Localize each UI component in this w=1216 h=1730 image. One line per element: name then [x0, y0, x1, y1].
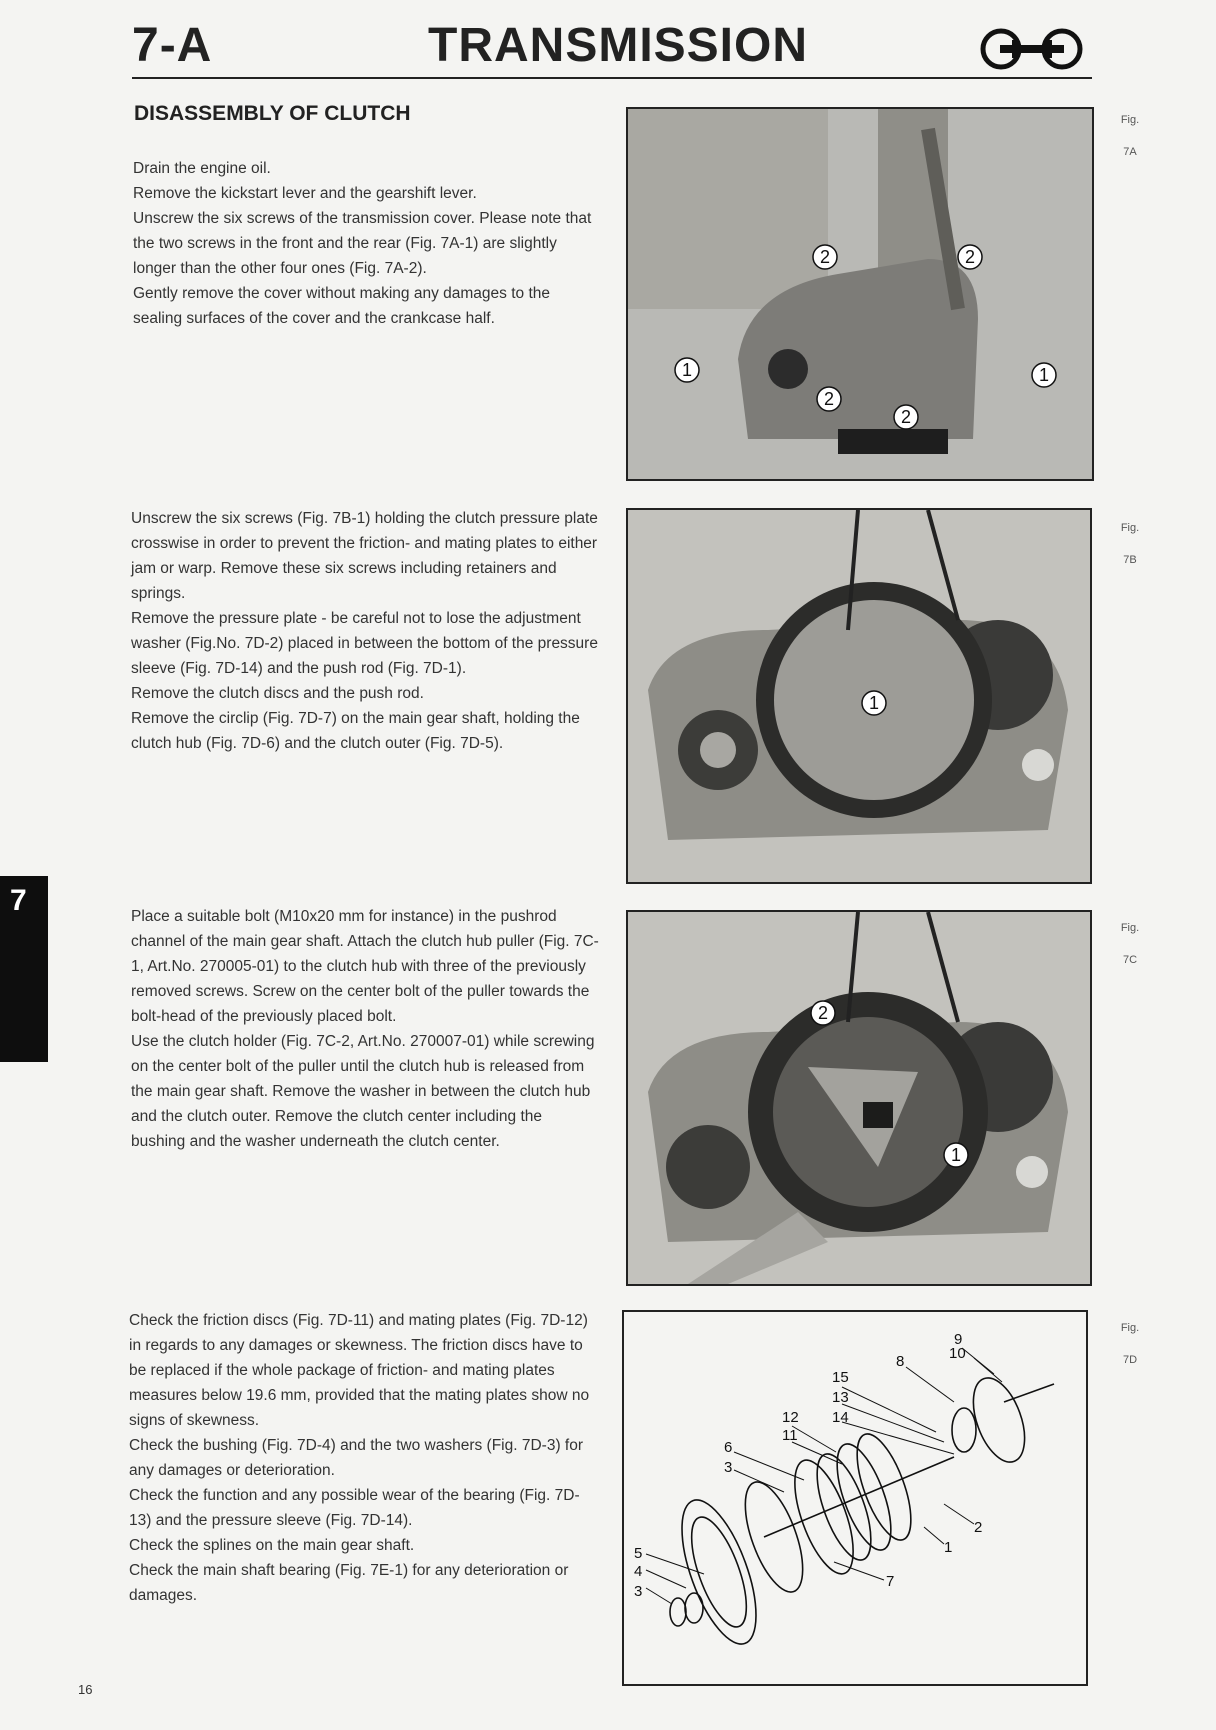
chapter-title: TRANSMISSION [428, 19, 809, 72]
callout-1: 1 [950, 1145, 962, 1165]
paragraph: Remove the clutch discs and the push rod. [131, 685, 424, 702]
paragraph: Check the function and any possible wear of the bearing (Fig. 7D-13) and the pressure sleeve (Fig. 7D-14). [129, 1487, 580, 1529]
paragraph: Unscrew the six screws of the transmission cover. Please note that the two screws in the front and the rear (Fig. 7A-1) are slightly longer than the other four ones (Fig. 7A-2). [133, 210, 592, 277]
paragraph: Place a suitable bolt (M10x20 mm for instance) in the pushrod channel of the main gear shaft. Attach the clutch hub puller (Fig. 7C-1, Art.No. 270005-01) to the clutch hub with three of the previously removed screws. Screw on the center bolt of the puller towards the bolt-head of the previously placed bolt. [131, 908, 599, 1025]
figure-7a-photo [626, 107, 1094, 481]
part-label-7: 7 [886, 1573, 895, 1590]
caption-fig-number: 7B [1123, 554, 1137, 566]
part-label-15: 15 [832, 1369, 849, 1386]
paragraph: Use the clutch holder (Fig. 7C-2, Art.No. 270007-01) while screwing on the center bolt of the puller until the clutch hub is released from the main gear shaft. Remove the washer in between the clutch hub and the clutch outer. Remove the clutch center including the bushing and the washer underneath the clutch center. [131, 1033, 595, 1150]
caption-fig-label: Fig. [1120, 1322, 1140, 1334]
part-label-9: 9 [954, 1331, 963, 1348]
part-label-2: 2 [974, 1519, 983, 1536]
text-block-pressure-plate [131, 506, 599, 756]
figure-7c-caption [1108, 912, 1152, 976]
caption-fig-number: 7A [1123, 146, 1137, 158]
paragraph: Remove the kickstart lever and the gearshift lever. [133, 185, 477, 202]
callout-1: 1 [868, 693, 880, 713]
text-block-hub-puller [131, 904, 599, 1154]
paragraph: Unscrew the six screws (Fig. 7B-1) holding the clutch pressure plate crosswise in order to prevent the friction- and mating plates to either jam or warp. Remove these six screws including retainers and springs. [131, 510, 598, 602]
part-label-6: 6 [724, 1439, 733, 1456]
paragraph: Drain the engine oil. [133, 160, 271, 177]
part-label-10: 10 [949, 1345, 966, 1362]
part-label-3: 3 [724, 1459, 733, 1476]
figure-7c-photo [626, 910, 1092, 1286]
paragraph: Check the splines on the main gear shaft. [129, 1537, 415, 1554]
part-label-1: 1 [944, 1539, 953, 1556]
part-label-13: 13 [832, 1389, 849, 1406]
callout-2: 2 [900, 407, 912, 427]
callout-1: 1 [1038, 365, 1050, 385]
part-label-5: 5 [634, 1545, 643, 1562]
figure-7b-photo [626, 508, 1092, 884]
caption-fig-label: Fig. [1120, 522, 1140, 534]
callout-2: 2 [819, 247, 831, 267]
paragraph: Remove the pressure plate - be careful not to lose the adjustment washer (Fig.No. 7D-2) placed in between the bottom of the pressure sleeve (Fig. 7D-14) and the push rod (Fig. 7D-1). [131, 610, 598, 677]
part-label-8: 8 [896, 1353, 905, 1370]
part-label-11: 11 [782, 1427, 798, 1444]
caption-fig-number: 7C [1122, 954, 1138, 966]
callout-2: 2 [817, 1003, 829, 1023]
callout-1: 1 [681, 360, 693, 380]
callout-2: 2 [964, 247, 976, 267]
caption-fig-label: Fig. [1120, 922, 1140, 934]
part-label-3: 3 [634, 1583, 643, 1600]
figure-7a-caption [1108, 104, 1152, 168]
text-block-inspection [129, 1308, 597, 1608]
part-label-14: 14 [832, 1409, 849, 1426]
caption-fig-label: Fig. [1120, 114, 1140, 126]
paragraph: Remove the circlip (Fig. 7D-7) on the main gear shaft, holding the clutch hub (Fig. 7D-6) and the clutch outer (Fig. 7D-5). [131, 710, 580, 752]
section-code: 7-A [132, 19, 213, 72]
callout-2: 2 [823, 389, 835, 409]
part-label-4: 4 [634, 1563, 643, 1580]
caption-fig-number: 7D [1122, 1354, 1138, 1366]
figure-7d-caption [1108, 1312, 1152, 1376]
part-label-12: 12 [782, 1409, 799, 1426]
paragraph: Gently remove the cover without making any damages to the sealing surfaces of the cover and the crankcase half. [133, 285, 550, 327]
gear-shaft-icon [978, 26, 1086, 72]
text-block-drain-and-cover [133, 156, 601, 331]
paragraph: Check the main shaft bearing (Fig. 7E-1) for any deterioration or damages. [129, 1562, 569, 1604]
paragraph: Check the bushing (Fig. 7D-4) and the two washers (Fig. 7D-3) for any damages or deterioration. [129, 1437, 583, 1479]
figure-7b-caption [1108, 512, 1152, 576]
figure-7d-exploded-diagram [622, 1310, 1088, 1686]
chapter-tab-number: 7 [10, 884, 27, 917]
section-heading: DISASSEMBLY OF CLUTCH [134, 102, 411, 125]
paragraph: Check the friction discs (Fig. 7D-11) and mating plates (Fig. 7D-12) in regards to any damages or skewness. The friction discs have to be replaced if the whole package of friction- and mating plates measures below 19.6 mm, provided that the mating plates show no signs of skewness. [129, 1312, 590, 1429]
header-rule [132, 77, 1092, 79]
page-number: 16 [78, 1682, 93, 1697]
